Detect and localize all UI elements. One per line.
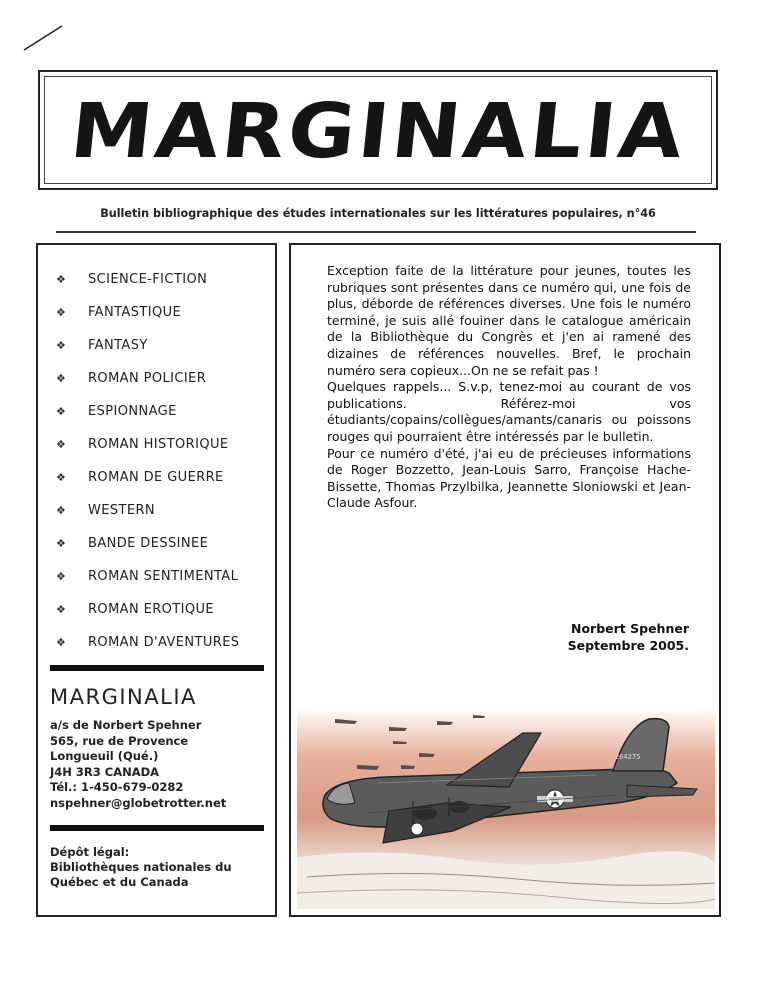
bomber-plane-illustration bbox=[297, 707, 715, 909]
address-line: nspehner@globetrotter.net bbox=[50, 795, 227, 810]
editorial-paragraph: Quelques rappels... S.v.p, tenez-moi au courant de vos publications. Référez-moi vos étudiants/copains/collègues/amants/canaris ou poissons rouges qui pourraient être intéressés par le bulletin. bbox=[327, 379, 691, 444]
address-line: Longueuil (Qué.) bbox=[50, 749, 159, 763]
genre-item bbox=[56, 296, 239, 329]
diamond-bullet-icon: ❖ bbox=[56, 273, 67, 286]
editorial-paragraph: Pour ce numéro d'été, j'ai eu de précieuses informations de Roger Bozzetto, Jean-Louis Sarro, Françoise Hache-Bissette, Thomas Przylbilka, Jeannette Sloniowski et Jean-Claude Asfour. bbox=[327, 445, 691, 511]
genre-label: BANDE DESSINEE bbox=[88, 536, 209, 551]
diamond-bullet-icon: ❖ bbox=[56, 438, 67, 451]
genre-item bbox=[56, 263, 239, 296]
address-line: 565, rue de Provence bbox=[50, 733, 189, 748]
diamond-bullet-icon: ❖ bbox=[56, 570, 67, 583]
address-line: Tél.: 1-450-679-0282 bbox=[50, 780, 184, 794]
diamond-bullet-icon: ❖ bbox=[56, 603, 67, 616]
masthead-box bbox=[38, 70, 718, 190]
genre-label: ESPIONNAGE bbox=[88, 404, 177, 419]
masthead-title: MARGINALIA bbox=[66, 87, 690, 176]
genre-label: ROMAN HISTORIQUE bbox=[88, 437, 229, 452]
editorial-text bbox=[327, 263, 691, 512]
right-column bbox=[289, 243, 721, 917]
diamond-bullet-icon: ❖ bbox=[56, 306, 67, 319]
genre-label: WESTERN bbox=[88, 503, 156, 518]
genre-list bbox=[56, 263, 239, 659]
genre-label: ROMAN SENTIMENTAL bbox=[88, 569, 239, 584]
genre-item bbox=[56, 626, 239, 659]
genre-label: FANTASY bbox=[88, 338, 148, 353]
genre-label: ROMAN EROTIQUE bbox=[88, 602, 215, 617]
subtitle-rule bbox=[56, 231, 696, 233]
pen-stroke-mark bbox=[22, 22, 66, 52]
signature-date: Septembre 2005. bbox=[567, 637, 689, 653]
genre-item bbox=[56, 428, 239, 461]
diamond-bullet-icon: ❖ bbox=[56, 471, 67, 484]
masthead-subtitle: Bulletin bibliographique des études internationales sur les littératures populaires, n°46 bbox=[100, 207, 656, 220]
tail-number: 264275 bbox=[615, 753, 641, 761]
diamond-bullet-icon: ❖ bbox=[56, 537, 67, 550]
signature-name: Norbert Spehner bbox=[571, 621, 689, 636]
address-block bbox=[50, 718, 226, 811]
diamond-bullet-icon: ❖ bbox=[56, 636, 67, 649]
editorial-signature bbox=[568, 621, 689, 654]
legal-deposit-line: Dépôt légal: bbox=[50, 845, 130, 859]
genre-label: ROMAN POLICIER bbox=[88, 371, 207, 386]
genre-item bbox=[56, 362, 239, 395]
divider-bar bbox=[50, 825, 264, 831]
genre-label: ROMAN DE GUERRE bbox=[88, 470, 224, 485]
left-column bbox=[36, 243, 277, 917]
genre-label: ROMAN D'AVENTURES bbox=[88, 635, 240, 650]
genre-item bbox=[56, 461, 239, 494]
genre-item bbox=[56, 494, 239, 527]
genre-item bbox=[56, 329, 239, 362]
diamond-bullet-icon: ❖ bbox=[56, 372, 67, 385]
legal-deposit-line: Québec et du Canada bbox=[50, 875, 189, 889]
editorial-paragraph: Exception faite de la littérature pour jeunes, toutes les rubriques sont présentes dans ce numéro qui, une fois de plus, déborde de références diverses. Une fois le numéro terminé, je suis allé fouiner dans le catalogue américain de la Bibliothèque du Congrès et j'en ai ramené des dizaines de références nouvelles. Bref, le prochain numéro sera copieux...On ne se refait pas ! bbox=[327, 263, 691, 378]
divider-bar bbox=[50, 665, 264, 671]
genre-item bbox=[56, 527, 239, 560]
address-title: MARGINALIA bbox=[50, 685, 197, 709]
genre-item bbox=[56, 395, 239, 428]
genre-item bbox=[56, 593, 239, 626]
legal-deposit-block bbox=[50, 845, 232, 890]
genre-label: SCIENCE-FICTION bbox=[88, 272, 208, 287]
diamond-bullet-icon: ❖ bbox=[56, 504, 67, 517]
address-line: J4H 3R3 CANADA bbox=[50, 764, 160, 779]
genre-item bbox=[56, 560, 239, 593]
diamond-bullet-icon: ❖ bbox=[56, 339, 67, 352]
address-line: a/s de Norbert Spehner bbox=[50, 718, 202, 732]
genre-label: FANTASTIQUE bbox=[88, 305, 182, 320]
diamond-bullet-icon: ❖ bbox=[56, 405, 67, 418]
legal-deposit-line: Bibliothèques nationales du bbox=[50, 860, 232, 874]
